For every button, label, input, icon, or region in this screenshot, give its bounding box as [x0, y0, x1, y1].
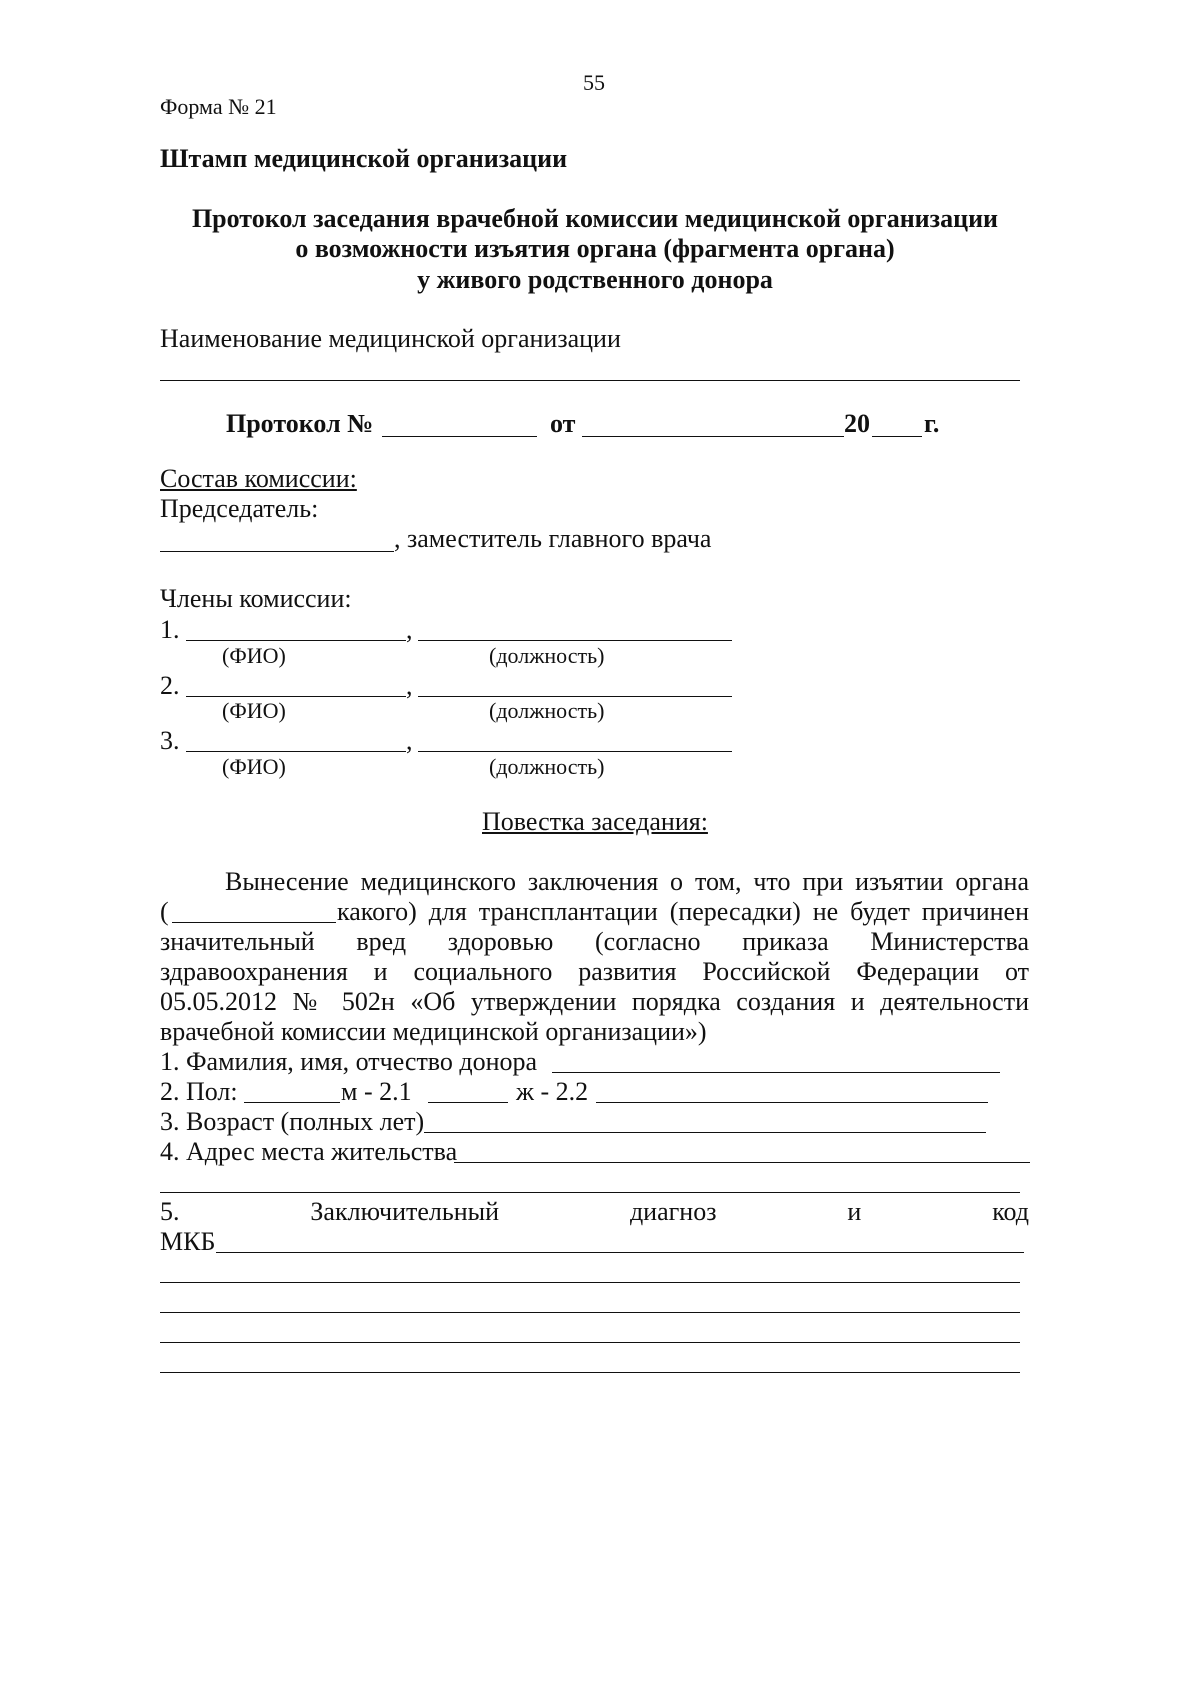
protocol-date-field[interactable] — [582, 436, 844, 437]
member-fio-field[interactable] — [186, 640, 406, 641]
form-number: Форма № 21 — [160, 94, 277, 119]
agenda-line-1: Вынесение медицинского заключения о том, что при изъятии органа — [225, 867, 1029, 896]
diagnosis-field[interactable] — [216, 1252, 1024, 1253]
age-label: 3. Возраст (полных лет) — [160, 1107, 425, 1136]
member-position-caption: (должность) — [489, 754, 605, 779]
mkb-label: МКБ — [160, 1227, 216, 1256]
stamp-label: Штамп медицинской организации — [160, 144, 568, 173]
agenda-line-2-rest: какого) для трансплантации (пересадки) не будет причинен — [337, 897, 1029, 926]
org-name-field[interactable] — [160, 380, 1020, 381]
agenda-heading: Повестка заседания: — [482, 807, 708, 836]
address-field[interactable] — [454, 1162, 1030, 1163]
member-number: 1. — [160, 615, 180, 644]
title-line-3: у живого родственного донора — [417, 265, 773, 294]
agenda-line-5: 05.05.2012 № 502н «Об утверждении порядка создания и деятельности — [160, 987, 1029, 1016]
member-comma: , — [406, 726, 413, 755]
address-label: 4. Адрес места жительства — [160, 1137, 458, 1166]
commission-heading: Состав комиссии: — [160, 464, 357, 493]
sex-m-label: м - 2.1 — [341, 1077, 412, 1106]
member-position-caption: (должность) — [489, 698, 605, 723]
sex-label: 2. Пол: — [160, 1077, 238, 1106]
protocol-year-field[interactable] — [872, 436, 922, 437]
member-fio-caption: (ФИО) — [222, 698, 286, 723]
protocol-label: Протокол № — [226, 409, 374, 438]
protocol-year-prefix: 20 — [844, 409, 870, 438]
member-position-caption: (должность) — [489, 643, 605, 668]
member-position-field[interactable] — [418, 751, 732, 752]
address-field-continuation[interactable] — [160, 1192, 1020, 1193]
sex-f-field[interactable] — [596, 1102, 988, 1103]
title-line-1: Протокол заседания врачебной комиссии медицинской организации — [191, 204, 999, 233]
member-fio-field[interactable] — [186, 696, 406, 697]
member-position-field[interactable] — [418, 640, 732, 641]
member-comma: , — [406, 615, 413, 644]
diagnosis-field-line[interactable] — [160, 1342, 1020, 1343]
member-position-field[interactable] — [418, 696, 732, 697]
title-line-2: о возможности изъятия органа (фрагмента органа) — [295, 234, 895, 263]
agenda-line-3: значительный вред здоровью (согласно приказа Министерства — [160, 927, 1029, 956]
diagnosis-label: 5. Заключительный диагноз и код — [160, 1197, 1029, 1226]
diagnosis-field-line[interactable] — [160, 1372, 1020, 1373]
protocol-number-field[interactable] — [382, 436, 537, 437]
member-number: 2. — [160, 671, 180, 700]
protocol-from-label: от — [550, 409, 576, 438]
diagnosis-field-line[interactable] — [160, 1282, 1020, 1283]
member-fio-caption: (ФИО) — [222, 754, 286, 779]
org-name-label: Наименование медицинской организации — [160, 324, 621, 353]
member-number: 3. — [160, 726, 180, 755]
diagnosis-field-line[interactable] — [160, 1312, 1020, 1313]
agenda-line-2-open: ( — [160, 897, 169, 926]
member-comma: , — [406, 671, 413, 700]
member-fio-caption: (ФИО) — [222, 643, 286, 668]
sex-field[interactable] — [244, 1102, 340, 1103]
chair-name-field[interactable] — [160, 551, 394, 552]
protocol-year-suffix: г. — [924, 409, 940, 438]
chair-position: , заместитель главного врача — [394, 524, 712, 553]
agenda-line-6: врачебной комиссии медицинской организации») — [160, 1017, 707, 1046]
agenda-line-4: здравоохранения и социального развития Российской Федерации от — [160, 957, 1029, 986]
sex-m-field[interactable] — [428, 1102, 508, 1103]
page-number: 55 — [583, 70, 605, 95]
member-fio-field[interactable] — [186, 751, 406, 752]
donor-name-field[interactable] — [552, 1072, 1000, 1073]
chair-label: Председатель: — [160, 494, 319, 523]
members-label: Члены комиссии: — [160, 584, 352, 613]
organ-field[interactable] — [172, 922, 336, 923]
age-field[interactable] — [424, 1132, 986, 1133]
donor-name-label: 1. Фамилия, имя, отчество донора — [160, 1047, 538, 1076]
sex-f-label: ж - 2.2 — [516, 1077, 589, 1106]
